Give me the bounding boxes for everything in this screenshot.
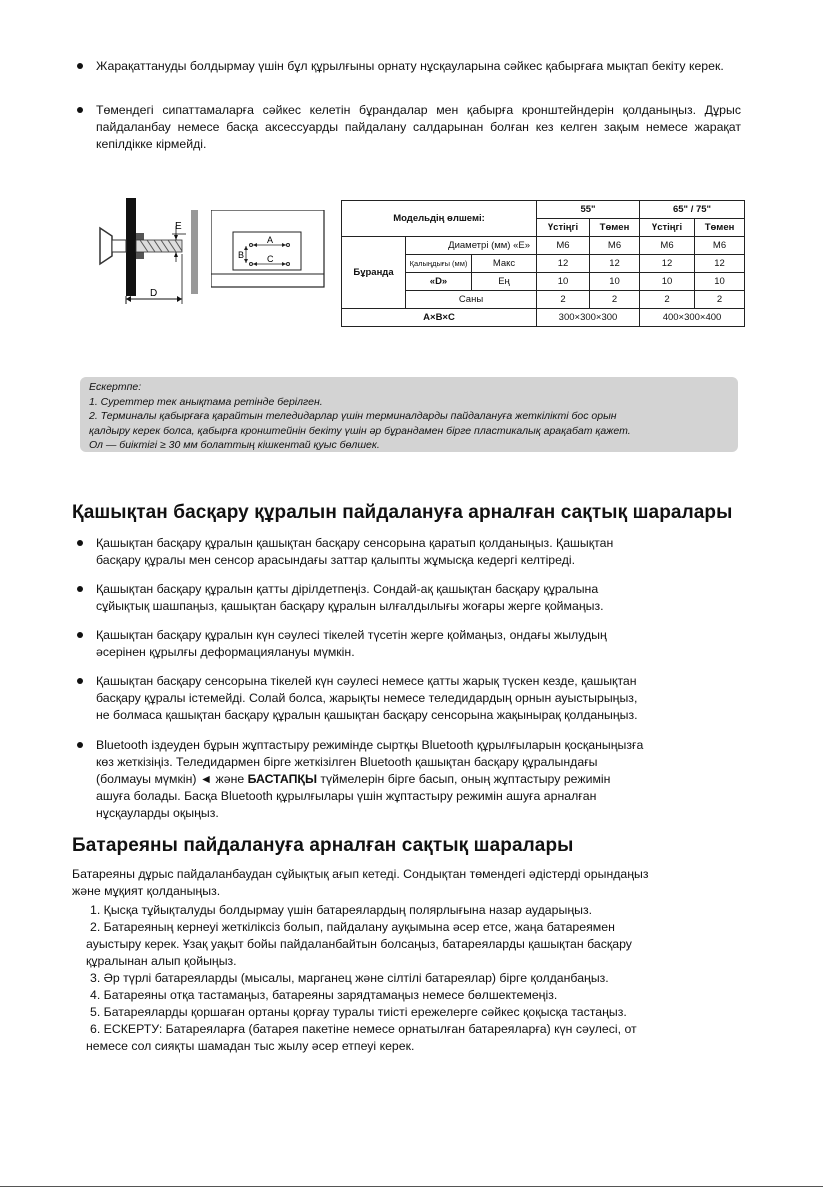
text-line: басқару құралы мен сенсор арасындағы заттар қалыпты жұмысқа кедергі келтіреді. xyxy=(96,553,576,567)
table-cell: M6 xyxy=(695,237,745,255)
list-item: 6. ЕСКЕРТУ: Батареяларға (батарея пакетіне немесе орнатылған батареяларға) күн сәулесі, от xyxy=(90,1022,637,1036)
footer-divider xyxy=(0,1186,823,1187)
table-cell: 2 xyxy=(537,291,590,309)
axbxc-label: A×B×C xyxy=(342,309,537,327)
table-cell: M6 xyxy=(640,237,695,255)
list-item: 2. Батареяның кернеуі жеткіліксіз болып, пайдалану ауқымына әсер етсе, жаңа батареямен xyxy=(90,920,615,934)
list-item: 3. Әр түрлі батареяларды (мысалы, марганец және сілтілі батареялар) бірге қолданбаңыз. xyxy=(90,971,609,985)
text-span: түймелерін бірге басып, оның жұптастыру режимін xyxy=(316,772,611,786)
text-line: Қашықтан басқару сенсорына тікелей күн сәулесі немесе қатты жарық түскен кезде, қашықтан xyxy=(96,674,637,688)
remote-bullet-3 xyxy=(96,627,607,661)
table-cell: 10 xyxy=(640,273,695,291)
text-line: әсерінен құрылғы деформациялануы мүмкін. xyxy=(96,645,355,659)
list-item: 4. Батареяны отқа тастамаңыз, батареяны зарядтамаңыз немесе бөлшектемеңіз. xyxy=(90,988,558,1002)
list-item: құралынан алып қойыңыз. xyxy=(86,954,237,968)
d-label: «D» xyxy=(406,273,472,291)
label-d: D xyxy=(150,288,158,299)
remote-bullet-1 xyxy=(96,535,613,569)
screw-mount-diagram xyxy=(96,196,206,308)
size-55-header: 55" xyxy=(537,201,640,219)
text-line: Қашықтан басқару құралын күн сәулесі тікелей түсетін жерге қоймаңыз, ондағы жылудың xyxy=(96,628,607,642)
table-cell: 12 xyxy=(537,255,590,273)
table-cell: 12 xyxy=(695,255,745,273)
battery-list xyxy=(86,902,637,1055)
min-label: Ең xyxy=(472,273,537,291)
intro-bullet-2: Төмендегі сипаттамаларға сәйкес келетін бұрандалар мен қабырға кронштейндерін қолданыңыз. Дұрыс пайдаланбау немесе басқа аксессуарды пайдалану салдарынан болған кез келген зақым немесе жарақат кепілдікке кірмейді. xyxy=(96,103,741,151)
max-label: Макс xyxy=(472,255,537,273)
diameter-label: Диаметрі (мм) «E» xyxy=(406,237,537,255)
intro-bullet-1: Жарақаттануды болдырмау үшін бұл құрылғыны орнату нұсқауларына сәйкес қабырғаға мықтап бекіту керек. xyxy=(96,58,741,75)
list-item: 5. Батареяларды қоршаған ортаны қорғау туралы тиісті ережелерге сәйкес қоқысқа тастаңыз. xyxy=(90,1005,627,1019)
remote-bullet-4 xyxy=(96,673,638,724)
label-c: C xyxy=(267,254,274,264)
text-line: ашуға болады. Басқа Bluetooth құрылғылары үшін жұптастыру режимін ашуға арналған xyxy=(96,789,597,803)
label-b: B xyxy=(238,250,245,260)
vesa-65-75: 400×300×400 xyxy=(640,309,745,327)
battery-heading: Батареяны пайдалануға арналған сақтық шаралары xyxy=(72,835,574,856)
top-65-75: Үстіңгі xyxy=(640,219,695,237)
text-line: Қашықтан басқару құралын қашықтан басқару сенсорына қаратып қолданыңыз. Қашықтан xyxy=(96,536,614,550)
vesa-55: 300×300×300 xyxy=(537,309,640,327)
table-cell: 10 xyxy=(590,273,640,291)
size-65-75-header: 65" / 75" xyxy=(640,201,745,219)
table-cell: M6 xyxy=(590,237,640,255)
text-line: нұсқауларды оқыңыз. xyxy=(96,806,219,820)
thickness-label: Қалыңдығы (мм) xyxy=(406,255,472,273)
label-e: E xyxy=(175,221,182,232)
text-span: (болмауы мүмкін) ◄ және xyxy=(96,772,248,786)
note-box xyxy=(80,377,738,452)
bottom-55: Төмен xyxy=(590,219,640,237)
note-line: қалдыру керек болса, қабырға кронштейнін бекіту үшін әр бұрандамен бірге пластикалық арақабат қажет. xyxy=(89,424,631,437)
remote-bullet-bluetooth xyxy=(96,737,643,822)
hole-pattern-diagram xyxy=(211,210,325,290)
count-label: Саны xyxy=(406,291,537,309)
text-line: Bluetooth іздеуден бұрын жұптастыру режимінде сыртқы Bluetooth құрылғыларын қосқаныңызға xyxy=(96,738,644,752)
label-a: A xyxy=(267,235,274,245)
table-cell: 10 xyxy=(537,273,590,291)
list-item: 1. Қысқа тұйықталуды болдырмау үшін батареялардың полярлығына назар аударыңыз. xyxy=(90,903,593,917)
table-cell: 12 xyxy=(590,255,640,273)
text-line: Батареяны дұрыс пайдаланбаудан сұйықтық ағып кетеді. Сондықтан төмендегі әдістерді орындаңыз xyxy=(72,867,649,881)
text-line xyxy=(96,771,643,788)
table-cell: 2 xyxy=(640,291,695,309)
note-line: Ол — биіктігі ≥ 30 мм болаттың кішкентай қуыс бөлшек. xyxy=(89,439,380,451)
battery-intro xyxy=(72,866,649,900)
table-cell: 10 xyxy=(695,273,745,291)
remote-heading: Қашықтан басқару құралын пайдалануға арналған сақтық шаралары xyxy=(72,502,733,523)
list-item: немесе сол сияқты шамадан тыс жылу әсер етпеуі керек. xyxy=(86,1039,415,1053)
remote-bullet-2 xyxy=(96,581,604,615)
list-item: ауыстыру керек. Ұзақ уақыт бойы пайдаланбайтын болсаңыз, батареяларды қашықтан басқару xyxy=(86,937,632,951)
table-cell: 2 xyxy=(590,291,640,309)
text-line: көз жеткізіңіз. Теледидармен бірге жеткізілген Bluetooth қашықтан басқару құралындағы xyxy=(96,755,598,769)
screw-spec-table xyxy=(341,200,745,327)
text-line: басқару құралы істемейді. Солай болса, жарықты немесе теледидардың орнын ауыстырыңыз, xyxy=(96,691,638,705)
screw-label: Бұранда xyxy=(342,237,406,309)
text-line: не болмаса қашықтан басқару құралын қашықтан басқару сенсорына жақынырақ қолданыңыз. xyxy=(96,708,638,722)
note-line: 2. Терминалы қабырғаға қарайтын теледидарлар үшін терминалдарды пайдалануға жеткілікті бос орын xyxy=(89,410,617,422)
table-cell: 12 xyxy=(640,255,695,273)
text-line: сұйықтық шашпаңыз, қашықтан басқару құралын ылғалдылығы жоғары жерге қоймаңыз. xyxy=(96,599,604,613)
home-button-name: БАСТАПҚЫ xyxy=(247,772,317,786)
note-line: 1. Суреттер тек анықтама ретінде берілген. xyxy=(89,395,323,408)
text-line: Қашықтан басқару құралын қатты дірілдетпеңіз. Сондай-ақ қашықтан басқару құралына xyxy=(96,582,599,596)
bottom-65-75: Төмен xyxy=(695,219,745,237)
table-cell: 2 xyxy=(695,291,745,309)
table-cell: M6 xyxy=(537,237,590,255)
note-title: Ескертпе: xyxy=(89,381,142,393)
text-line: және мұқият қолданыңыз. xyxy=(72,884,221,898)
top-55: Үстіңгі xyxy=(537,219,590,237)
model-size-header: Модельдің өлшемі: xyxy=(342,201,537,237)
